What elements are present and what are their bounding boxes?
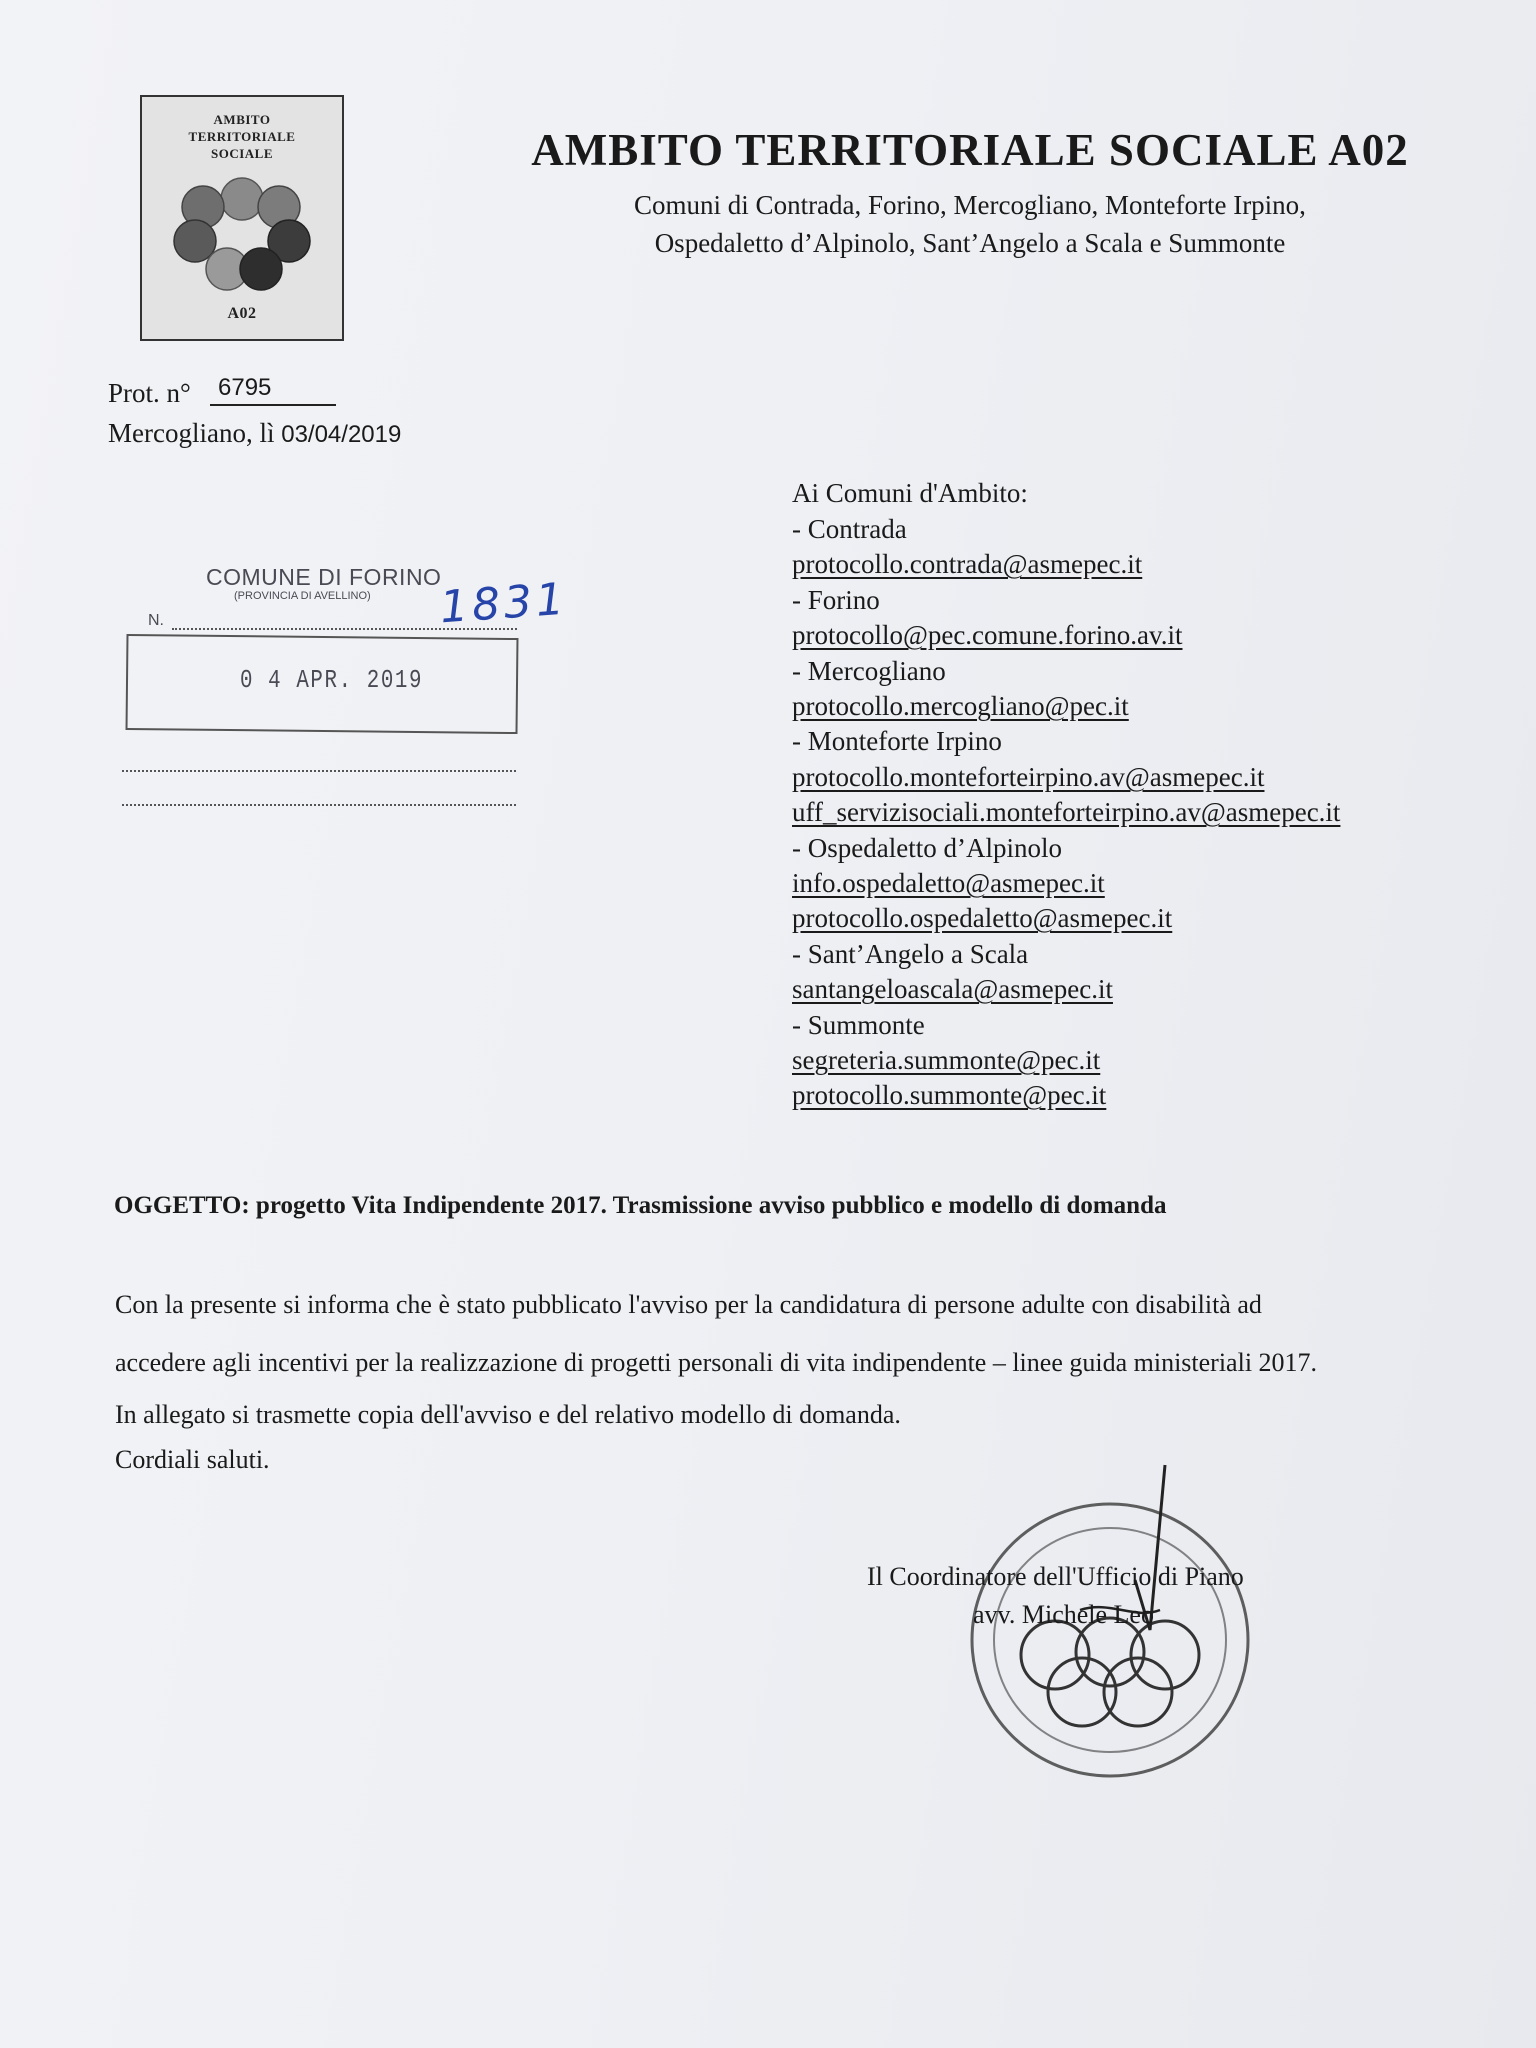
recipient-email-text[interactable]: uff_servizisociali.monteforteirpino.av@asmepec.it <box>792 797 1341 827</box>
recipient-email-text[interactable]: protocollo@pec.comune.forino.av.it <box>792 620 1183 650</box>
recipient-email-link[interactable] <box>792 1045 1100 1076</box>
recipient-email-text[interactable]: segreteria.summonte@pec.it <box>792 1045 1101 1075</box>
recipient-municipality: - Sant’Angelo a Scala <box>792 939 1029 969</box>
body-line-3: In allegato si trasmette copia dell'avviso e del relativo modello di domanda. <box>115 1400 901 1429</box>
ambito-logo <box>140 95 344 341</box>
logo-line-1: AMBITO <box>213 112 271 127</box>
handwritten-protocol-number: 1831 <box>438 573 570 634</box>
recipient-email-text[interactable]: santangeloascala@asmepec.it <box>792 974 1113 1004</box>
recipient-municipality: - Forino <box>792 585 880 615</box>
letter-date: 03/04/2019 <box>281 421 402 448</box>
recipient-email-link[interactable] <box>792 868 1105 899</box>
recipient-email-link[interactable] <box>792 797 1340 828</box>
place-date-line <box>108 418 401 449</box>
signatory-role: Il Coordinatore dell'Ufficio di Piano <box>867 1562 1244 1591</box>
stamp-dotted-line <box>122 770 516 772</box>
recipient-municipality: - Contrada <box>792 514 907 544</box>
recipient-email-text[interactable]: protocollo.contrada@asmepec.it <box>792 549 1143 579</box>
logo-code: A02 <box>227 305 257 322</box>
official-seal-icon <box>960 1460 1260 1800</box>
recipient-municipality: - Monteforte Irpino <box>792 726 1002 756</box>
recipient-municipality: - Summonte <box>792 1010 925 1040</box>
stamp-subtitle: (PROVINCIA DI AVELLINO) <box>234 590 371 602</box>
recipient-email-text[interactable]: info.ospedaletto@asmepec.it <box>792 868 1105 898</box>
recipient-municipality: - Ospedaletto d’Alpinolo <box>792 833 1062 863</box>
recipient-email-link[interactable] <box>792 549 1142 580</box>
recipient-email-link[interactable] <box>792 620 1183 651</box>
stamp-date: 0 4 APR. 2019 <box>240 665 424 695</box>
header-subtitle-2: Ospedaletto d’Alpinolo, Sant’Angelo a Scala e Summonte <box>654 228 1286 258</box>
recipient-email-link[interactable] <box>792 903 1172 934</box>
logo-line-2: TERRITORIALE <box>188 129 296 144</box>
logo-circles-icon <box>167 177 317 297</box>
recipient-email-text[interactable]: protocollo.ospedaletto@asmepec.it <box>792 903 1173 933</box>
document-title: AMBITO TERRITORIALE SOCIALE A02 <box>531 125 1409 175</box>
recipient-email-link[interactable] <box>792 762 1264 793</box>
recipient-email-link[interactable] <box>792 1080 1106 1111</box>
protocol-label: Prot. n° <box>108 378 191 408</box>
recipient-email-text[interactable]: protocollo.monteforteirpino.av@asmepec.it <box>792 762 1265 792</box>
protocol-number: 6795 <box>210 372 336 406</box>
recipients-heading: Ai Comuni d'Ambito: <box>792 478 1028 508</box>
place: Mercogliano, lì <box>108 418 275 448</box>
body-line-2: accedere agli incentivi per la realizzazione di progetti personali di vita indipendente – linee guida ministeriali 2017. <box>115 1348 1318 1377</box>
body-line-4: Cordiali saluti. <box>115 1445 270 1474</box>
body-line-1: Con la presente si informa che è stato pubblicato l'avviso per la candidatura di persone adulte con disabilità ad <box>115 1290 1262 1319</box>
signatory-name: avv. Michele Leo <box>973 1600 1154 1629</box>
subject-line: OGGETTO: progetto Vita Indipendente 2017. Trasmissione avviso pubblico e modello di domanda <box>114 1192 1167 1219</box>
logo-line-3: SOCIALE <box>210 146 274 161</box>
recipient-email-text[interactable]: protocollo.mercogliano@pec.it <box>792 691 1129 721</box>
recipient-municipality: - Mercogliano <box>792 656 946 686</box>
stamp-title: COMUNE DI FORINO <box>206 564 442 590</box>
stamp-n-label: N. <box>148 612 164 629</box>
recipient-email-text[interactable]: protocollo.summonte@pec.it <box>792 1080 1107 1110</box>
header-subtitle-1: Comuni di Contrada, Forino, Mercogliano, Monteforte Irpino, <box>634 190 1306 220</box>
recipient-email-link[interactable] <box>792 691 1129 722</box>
stamp-dotted-line <box>122 804 516 806</box>
recipient-email-link[interactable] <box>792 974 1113 1005</box>
